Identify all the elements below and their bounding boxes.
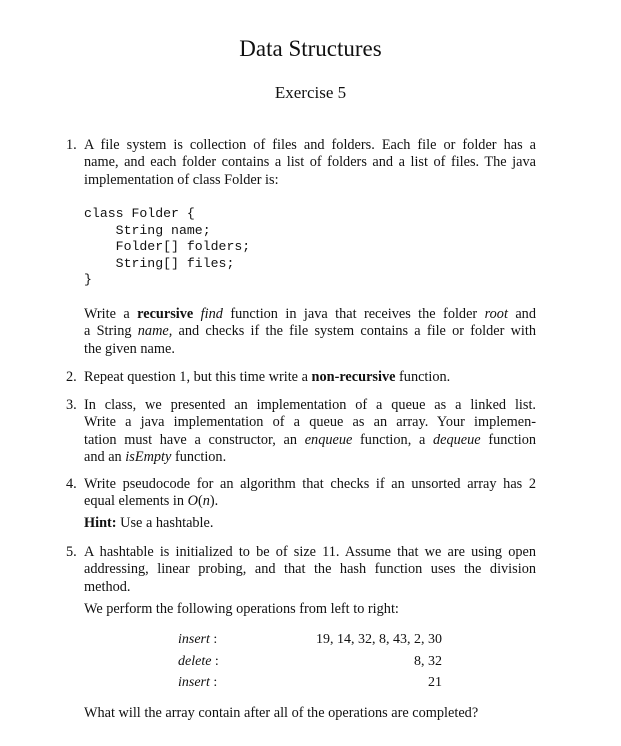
text-line: implementation of class Folder is: — [84, 171, 279, 188]
operation-name — [178, 632, 217, 648]
text-line — [84, 432, 536, 449]
document-subtitle: Exercise 5 — [274, 83, 347, 102]
text-line: addressing, linear probing, and that the hash function uses the division — [84, 561, 536, 578]
operation-label: delete — [178, 653, 212, 669]
italic-term: enqueue — [304, 431, 353, 448]
question-5-ops-intro — [84, 601, 536, 618]
operation-colon: : — [213, 632, 218, 647]
question-2-text — [84, 369, 536, 386]
operation-label: insert — [178, 675, 210, 690]
text-line: the given name. — [84, 340, 175, 357]
bold-term: non-recursive — [311, 369, 396, 385]
question-number: 1. — [66, 137, 77, 153]
text-line — [84, 323, 536, 340]
italic-term: isEmpty — [125, 449, 172, 466]
math-symbol: n — [202, 493, 210, 510]
text: function. — [174, 449, 227, 466]
text-line: Write pseudocode for an algorithm that checks if an unsorted array has 2 — [84, 476, 536, 492]
code-block — [84, 206, 250, 289]
text: a String — [84, 323, 132, 340]
text: equal elements in — [84, 493, 185, 510]
code-line: String[] files; — [84, 255, 235, 271]
operation-values: 8, 32 — [414, 653, 442, 669]
question-number: 4. — [66, 476, 77, 492]
operation-row — [178, 632, 442, 654]
text: function. — [399, 369, 451, 385]
question-3-text — [84, 397, 536, 467]
text: function, a — [360, 431, 426, 448]
text: Repeat question 1, but this time write a — [84, 369, 308, 385]
operation-row — [178, 675, 442, 697]
operation-values: 19, 14, 32, 8, 43, 2, 30 — [316, 632, 442, 647]
question-number: 5. — [66, 544, 77, 560]
operation-values: 21 — [428, 675, 442, 690]
italic-term: dequeue — [433, 431, 481, 448]
italic-term: name, — [137, 323, 173, 340]
code-line: String name; — [84, 222, 211, 238]
text-line — [84, 515, 536, 532]
math-symbol: O — [187, 493, 198, 510]
code-line: class Folder { — [84, 206, 195, 221]
text-line — [84, 369, 536, 386]
italic-term: root — [484, 306, 508, 322]
text: and an — [84, 449, 122, 466]
question-number: 3. — [66, 397, 77, 413]
operation-name — [178, 654, 219, 670]
text-line: Write a java implementation of a queue as an array. Your implemen- — [84, 414, 536, 431]
question-5-text — [84, 544, 536, 596]
text: and checks if the file system contains a file or folder with — [178, 323, 537, 340]
text-line — [84, 493, 536, 510]
text-line: In class, we presented an implementation of a queue as a linked list. — [84, 397, 536, 413]
math-paren: ). — [209, 493, 219, 510]
text-line: A file system is collection of files and folders. Each file or folder has a — [84, 137, 536, 153]
question-1-intro — [84, 137, 536, 189]
question-5-final — [84, 705, 536, 722]
bold-term: recursive — [137, 306, 194, 322]
question-4-text — [84, 476, 536, 511]
hint-text: Use a hashtable. — [120, 515, 214, 531]
text: Write a — [84, 306, 130, 322]
text: tation must have a constructor, an — [84, 431, 297, 448]
math-paren: ( — [197, 493, 203, 510]
question-4-hint — [84, 515, 536, 532]
operation-colon: : — [213, 675, 218, 690]
operation-row — [178, 654, 442, 676]
question-1-task — [84, 306, 536, 358]
text-line — [84, 449, 536, 466]
text: function — [488, 431, 537, 448]
operation-label: insert — [178, 632, 210, 647]
text-line: method. — [84, 578, 131, 595]
code-line: } — [84, 272, 92, 288]
operation-colon: : — [214, 653, 219, 669]
text-line: We perform the following operations from left to right: — [84, 601, 399, 617]
text-line: name, and each folder contains a list of folders and a list of files. The java — [84, 154, 536, 171]
text-line: What will the array contain after all of the operations are completed? — [84, 705, 479, 721]
italic-term: find — [200, 306, 223, 322]
text-line — [84, 306, 536, 323]
document-title: Data Structures — [239, 36, 382, 61]
question-number: 2. — [66, 369, 77, 385]
operation-name — [178, 675, 217, 691]
hint-label: Hint: — [84, 515, 117, 531]
text-line: A hashtable is initialized to be of size 11. Assume that we are using open — [84, 544, 536, 560]
operations-table — [178, 632, 442, 697]
text: and — [515, 306, 536, 322]
text: function in java that receives the folder — [230, 306, 478, 322]
code-line: Folder[] folders; — [84, 239, 251, 255]
